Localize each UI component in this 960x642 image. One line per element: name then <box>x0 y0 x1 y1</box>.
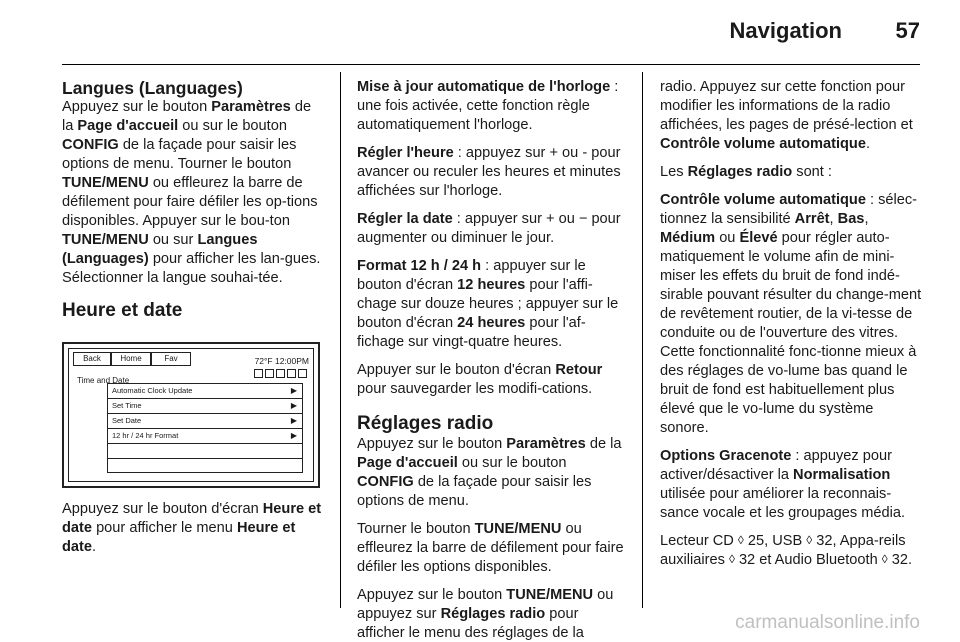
screen-menu-row: Set Date ▶ <box>108 414 302 429</box>
status-icon <box>298 369 307 378</box>
status-icon <box>287 369 296 378</box>
status-icon <box>254 369 263 378</box>
page-header <box>0 0 960 64</box>
chevron-right-icon: ▶ <box>290 431 297 440</box>
paragraph-radio-cont: radio. Appuyez sur cette fonction pour modifier les informations de la radio affichées, les pages de présé-lection et Contrôle volume automatique. <box>660 79 913 152</box>
paragraph-radio-2: Tourner le bouton TUNE/MENU ou effleurez la barre de défilement pour faire défiler les options disponibles. <box>357 521 624 575</box>
column-1 <box>62 78 324 566</box>
screen-menu-row: Set Time ▶ <box>108 399 302 414</box>
column-3 <box>660 78 922 579</box>
column-2 <box>357 78 627 642</box>
screen-fav-button: Fav <box>151 352 191 366</box>
paragraph-format: Format 12 h / 24 h : appuyer sur le bouton d'écran 12 heures pour l'affi-chage sur douze heures ; appuyer sur le bouton d'écran 24 heures pour l'af-fichage sur vingt-quatre heures. <box>357 258 619 350</box>
cross-reference-icon: ◊ <box>881 552 888 566</box>
watermark: carmanualsonline.info <box>735 612 920 633</box>
paragraph-set-date: Régler la date : appuyer sur + ou − pour augmenter ou diminuer le jour. <box>357 211 621 246</box>
screen-status-icons <box>254 369 307 378</box>
screen-title: Time and Date <box>77 376 130 385</box>
column-divider-1 <box>340 72 341 608</box>
paragraph-radio-1: Appuyez sur le bouton Paramètres de la Page d'accueil ou sur le bouton CONFIG de la façade pour saisir les options de menu. <box>357 436 622 509</box>
paragraph-back: Appuyer sur le bouton d'écran Retour pour sauvegarder les modifi-cations. <box>357 362 603 397</box>
paragraph-set-time: Régler l'heure : appuyez sur + ou - pour avancer ou reculer les heures et minutes affichées sur l'horloge. <box>357 145 621 199</box>
page-title: Navigation <box>729 18 842 43</box>
header-divider <box>62 64 920 65</box>
paragraph-references: Lecteur CD ◊ 25, USB ◊ 32, Appa-reils auxiliaires ◊ 32 et Audio Bluetooth ◊ 32. <box>660 533 913 568</box>
screen-menu-row: Automatic Clock Update ▶ <box>108 384 302 399</box>
chevron-right-icon: ▶ <box>290 401 297 410</box>
status-icon <box>276 369 285 378</box>
paragraph-languages: Appuyez sur le bouton Paramètres de la Page d'accueil ou sur le bouton CONFIG de la façade pour saisir les options de menu. Tourner le bouton TUNE/MENU ou effleurez la barre de défilement pour faire défiler les op-tions disponibles. Appuyer sur le bou-ton TUNE/MENU ou sur Langues (Languages) pour afficher les lan-gues. Sélectionner la langue souhai-tée. <box>62 99 321 286</box>
paragraph-radio-list: Les Réglages radio sont : <box>660 164 832 180</box>
heading-radio-settings: Réglages radio <box>357 413 494 434</box>
cross-reference-icon: ◊ <box>737 533 744 547</box>
screen-menu-row: 12 hr / 24 hr Format ▶ <box>108 429 302 444</box>
screen-menu-row-empty <box>108 444 302 459</box>
column-divider-2 <box>642 72 643 608</box>
time-date-screen-illustration <box>62 342 320 488</box>
paragraph-radio-3: Appuyez sur le bouton TUNE/MENU ou appuyez sur Réglages radio pour afficher le menu des réglages de la <box>357 587 614 641</box>
chevron-right-icon: ▶ <box>290 386 297 395</box>
screen-home-button: Home <box>111 352 151 366</box>
screen-menu-list <box>107 383 303 473</box>
screen-status: 72°F 12:00PM <box>254 356 309 366</box>
cross-reference-icon: ◊ <box>728 552 735 566</box>
heading-time-date: Heure et date <box>62 300 183 321</box>
cross-reference-icon: ◊ <box>806 533 813 547</box>
paragraph-auto-volume: Contrôle volume automatique : sélec-tionnez la sensibilité Arrêt, Bas, Médium ou Élevé pour régler auto-matiquement le volume afin de mini-miser les effets du bruit de fond indé-sirable pouvant résulter du change-ment de revêtement routier, de la vi-tesse de conduite ou de l'ouverture des vitres. Cette fonctionnalité fonc-tionne mieux à des réglages de vo-lume bas quand le bruit de fond est habituellement plus élevé que le vo-lume du système sonore. <box>660 192 922 436</box>
heading-languages: Langues (Languages) <box>62 78 243 98</box>
status-icon <box>265 369 274 378</box>
chevron-right-icon: ▶ <box>290 416 297 425</box>
paragraph-time-date: Appuyez sur le bouton d'écran Heure et date pour afficher le menu Heure et date. <box>62 501 322 555</box>
screen-back-button: Back <box>73 352 111 366</box>
page-number: 57 <box>895 18 920 43</box>
paragraph-auto-clock: Mise à jour automatique de l'horloge : une fois activée, cette fonction règle automatiquement l'horloge. <box>357 79 619 133</box>
paragraph-gracenote: Options Gracenote : appuyez pour activer/désactiver la Normalisation utilisée pour améliorer la reconnais-sance vocale et les groupages média. <box>660 448 906 521</box>
